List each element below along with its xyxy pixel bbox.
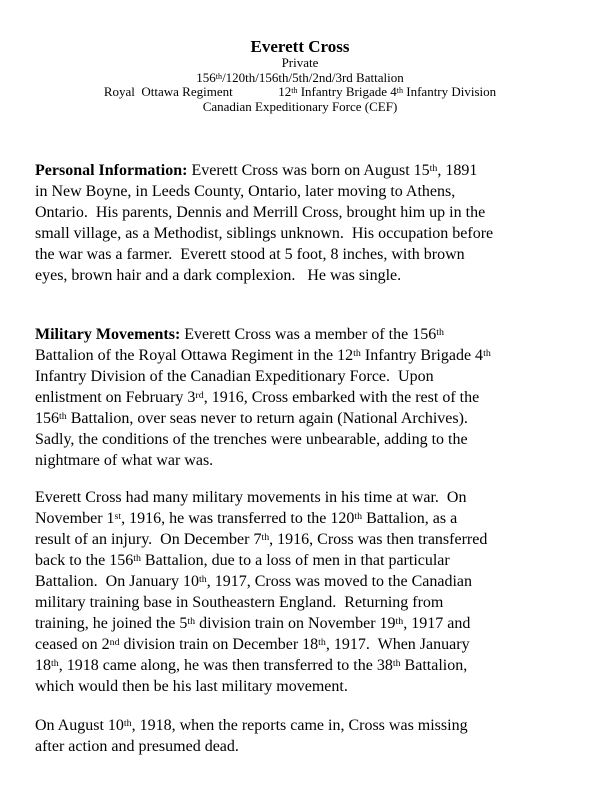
text-segment: Infantry Division of the Canadian Expeditionary Force. Upon bbox=[35, 368, 434, 386]
text-line bbox=[35, 345, 565, 366]
text-segment: Private bbox=[281, 55, 319, 70]
text-line bbox=[35, 387, 565, 408]
text-segment: Infantry Brigade 4 bbox=[360, 347, 484, 365]
ordinal-superscript: th bbox=[395, 616, 404, 628]
text-segment: Everett Cross was born on August 15 bbox=[187, 162, 430, 180]
text-line bbox=[35, 100, 565, 115]
text-line bbox=[35, 487, 565, 508]
text-line bbox=[35, 85, 565, 100]
text-line bbox=[35, 655, 565, 676]
bold-lead-text: Personal Information: bbox=[35, 162, 188, 180]
text-segment: , 1916, Cross was then transferred bbox=[269, 531, 488, 549]
text-segment: Battalion, bbox=[400, 657, 468, 675]
text-segment: , 1917, Cross was moved to the Canadian bbox=[206, 573, 472, 591]
ordinal-superscript: th bbox=[51, 658, 59, 670]
text-line bbox=[35, 508, 565, 529]
text-line bbox=[35, 613, 565, 634]
text-line bbox=[35, 244, 565, 265]
bold-lead-text: Military Movements: bbox=[35, 326, 181, 344]
text-line bbox=[35, 571, 565, 592]
text-segment: , 1916, he was transferred to the 120 bbox=[121, 510, 355, 528]
text-segment: the war was a farmer. Everett stood at 5 foot, 8 inches, with brown bbox=[35, 246, 465, 264]
ordinal-superscript: th bbox=[261, 532, 270, 544]
text-segment: Everett Cross was a member of the 156 bbox=[180, 326, 437, 344]
text-segment: Battalion. On January 10 bbox=[35, 573, 199, 591]
text-segment: enlistment on February 3 bbox=[35, 389, 196, 407]
text-segment: Infantry Brigade 4 bbox=[297, 84, 397, 100]
text-segment: On August 10 bbox=[35, 717, 124, 735]
text-line bbox=[35, 676, 565, 697]
text-segment: result of an injury. On December 7 bbox=[35, 531, 262, 549]
ordinal-superscript: st bbox=[114, 511, 122, 523]
text-line bbox=[35, 429, 565, 450]
paragraph-casualty-report bbox=[35, 715, 565, 757]
text-segment: eyes, brown hair and a dark complexion. He was single. bbox=[35, 267, 402, 285]
text-segment: Battalion, over seas never to return again (National Archives). bbox=[66, 410, 468, 428]
document-header bbox=[35, 37, 565, 114]
ordinal-superscript: th bbox=[396, 86, 404, 96]
ordinal-superscript: th bbox=[215, 71, 223, 81]
text-segment: which would then be his last military movement. bbox=[35, 678, 348, 696]
ordinal-superscript: th bbox=[59, 411, 67, 423]
text-line bbox=[35, 223, 565, 244]
paragraph-military-movements bbox=[35, 324, 565, 471]
text-line bbox=[35, 56, 565, 71]
text-segment: /120th/156th/5th/2nd/3rd Battalion bbox=[222, 69, 404, 85]
text-segment: , 1891 bbox=[437, 162, 478, 180]
text-segment: Sadly, the conditions of the trenches were unbearable, adding to the bbox=[35, 431, 468, 449]
ordinal-superscript: th bbox=[392, 658, 401, 670]
ordinal-superscript: th bbox=[187, 616, 196, 628]
text-segment: small village, as a Methodist, siblings unknown. His occupation before bbox=[35, 225, 494, 243]
ordinal-superscript: nd bbox=[109, 637, 120, 649]
text-segment: Ontario. His parents, Dennis and Merrill Cross, brought him up in the bbox=[35, 204, 486, 222]
text-segment: , 1917. When January bbox=[325, 636, 470, 654]
text-segment: Battalion, due to a loss of men in that particular bbox=[140, 552, 450, 570]
ordinal-superscript: th bbox=[291, 86, 298, 96]
document-body bbox=[35, 160, 565, 757]
text-segment: , 1918, when the reports came in, Cross was missing bbox=[131, 717, 468, 735]
text-segment: Canadian Expeditionary Force (CEF) bbox=[202, 98, 398, 114]
text-line bbox=[35, 202, 565, 223]
text-segment: 156 bbox=[35, 410, 59, 428]
text-segment: Everett Cross had many military movements in his time at war. On bbox=[35, 489, 467, 507]
text-segment: , 1918 came along, he was then transferred to the 38 bbox=[58, 657, 393, 675]
ordinal-superscript: th bbox=[483, 348, 491, 360]
ordinal-superscript: th bbox=[436, 327, 444, 339]
text-segment: back to the 156 bbox=[35, 552, 134, 570]
text-segment: division train on December 18 bbox=[119, 636, 319, 654]
text-line bbox=[35, 592, 565, 613]
text-line bbox=[35, 736, 565, 757]
document-title: Everett Cross bbox=[250, 37, 350, 56]
ordinal-superscript: th bbox=[429, 163, 438, 175]
text-segment: in New Boyne, in Leeds County, Ontario, later moving to Athens, bbox=[35, 183, 456, 201]
text-segment: Royal Ottawa Regiment 12 bbox=[103, 84, 292, 100]
text-segment: after action and presumed dead. bbox=[35, 738, 239, 756]
text-line bbox=[35, 324, 565, 345]
ordinal-superscript: th bbox=[354, 511, 363, 523]
ordinal-superscript: th bbox=[133, 553, 141, 565]
ordinal-superscript: th bbox=[318, 637, 326, 649]
text-segment: ceased on 2 bbox=[35, 636, 110, 654]
text-segment: division train on November 19 bbox=[195, 615, 396, 633]
paragraph-military-movements-continued bbox=[35, 487, 565, 697]
paragraph-personal-information bbox=[35, 160, 565, 286]
ordinal-superscript: th bbox=[353, 348, 361, 360]
text-segment: , 1917 and bbox=[403, 615, 471, 633]
text-line bbox=[35, 181, 565, 202]
text-segment: Battalion of the Royal Ottawa Regiment in the 12 bbox=[35, 347, 354, 365]
text-segment: Battalion, as a bbox=[362, 510, 458, 528]
text-segment: , 1916, Cross embarked with the rest of the bbox=[203, 389, 480, 407]
text-line bbox=[35, 366, 565, 387]
header-subtitle-lines bbox=[35, 56, 565, 114]
text-line bbox=[35, 265, 565, 286]
text-line bbox=[35, 529, 565, 550]
text-segment: training, he joined the 5 bbox=[35, 615, 188, 633]
text-segment: 156 bbox=[196, 69, 216, 85]
text-line bbox=[35, 550, 565, 571]
text-line bbox=[35, 71, 565, 86]
ordinal-superscript: rd bbox=[195, 390, 204, 402]
text-segment: nightmare of what war was. bbox=[35, 452, 214, 470]
text-line bbox=[35, 450, 565, 471]
ordinal-superscript: th bbox=[123, 718, 132, 730]
text-segment: military training base in Southeastern England. Returning from bbox=[35, 594, 444, 612]
text-line bbox=[35, 408, 565, 429]
text-line bbox=[35, 634, 565, 655]
ordinal-superscript: th bbox=[198, 574, 207, 586]
text-line bbox=[35, 160, 565, 181]
text-segment: Infantry Division bbox=[403, 84, 497, 100]
text-segment: 18 bbox=[35, 657, 51, 675]
text-line bbox=[35, 715, 565, 736]
text-segment: November 1 bbox=[35, 510, 115, 528]
